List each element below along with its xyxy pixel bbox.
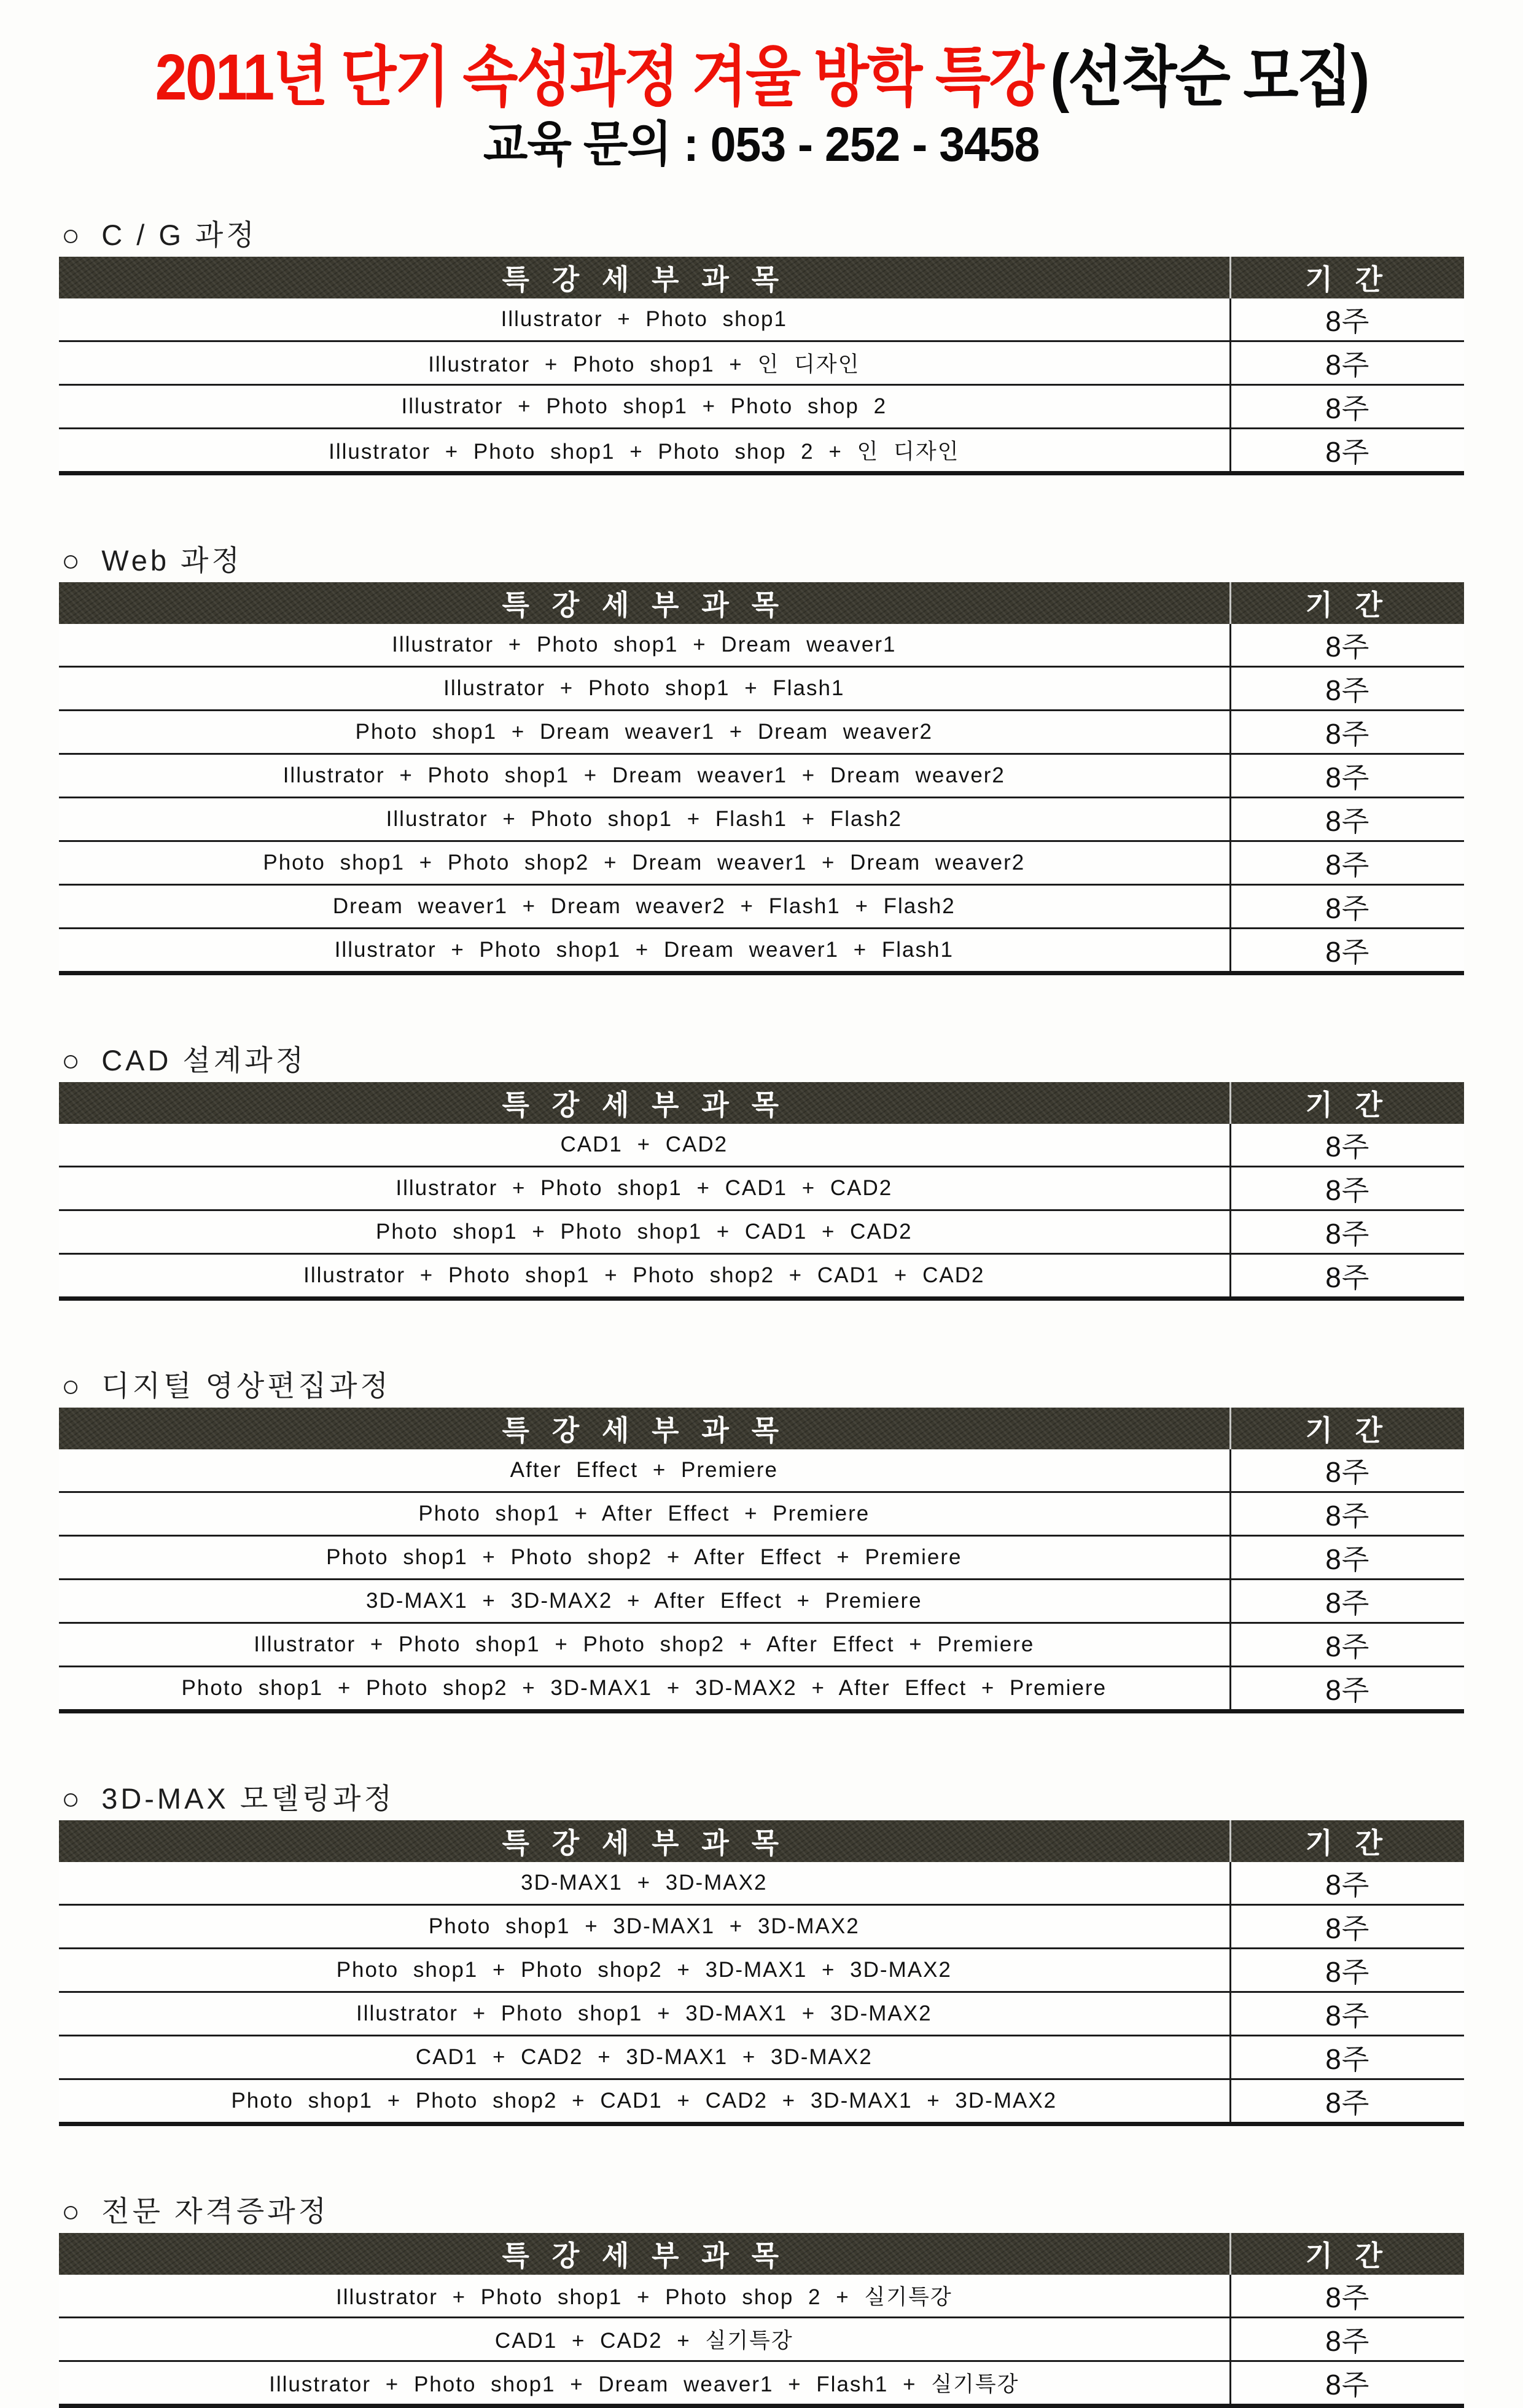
column-header-period: 기 간	[1230, 1408, 1464, 1449]
course-table	[59, 1820, 1464, 2126]
course-period: 8주	[1230, 1492, 1464, 1535]
course-period: 8주	[1230, 1904, 1464, 1948]
course-section	[59, 217, 1464, 475]
table-header-row	[59, 257, 1464, 298]
table-row	[59, 624, 1464, 667]
course-subject: Photo shop1 + 3D-MAX1 + 3D-MAX2	[59, 1904, 1230, 1948]
table-row	[59, 1862, 1464, 1905]
section-bullet-icon: ○	[61, 217, 84, 252]
page-title-note: (선착순 모집)	[1050, 41, 1368, 114]
table-header-row	[59, 2233, 1464, 2275]
course-subject: Illustrator + Photo shop1 + Photo shop2 + CAD1 + CAD2	[59, 1253, 1230, 1298]
course-period: 8주	[1230, 384, 1464, 428]
column-header-subject: 특 강 세 부 과 목	[59, 2233, 1230, 2275]
course-subject: Illustrator + Photo shop1 + Photo shop 2	[59, 384, 1230, 428]
course-subject: Illustrator + Photo shop1 + Flash1	[59, 666, 1230, 710]
course-period: 8주	[1230, 298, 1464, 341]
table-row	[59, 1166, 1464, 1210]
course-period: 8주	[1230, 841, 1464, 884]
course-subject: Illustrator + Photo shop1 + Flash1 + Flash2	[59, 797, 1230, 841]
table-header-row	[59, 582, 1464, 624]
contact-line	[0, 117, 1523, 171]
section-label	[61, 217, 1464, 252]
course-sections	[59, 217, 1464, 2408]
course-subject: Illustrator + Photo shop1 + CAD1 + CAD2	[59, 1166, 1230, 1210]
section-label	[61, 1783, 1464, 1814]
table-body	[59, 1124, 1464, 1299]
course-subject: CAD1 + CAD2 + 실기특강	[59, 2317, 1230, 2361]
table-row	[59, 710, 1464, 754]
course-period: 8주	[1230, 2361, 1464, 2406]
course-subject: After Effect + Premiere	[59, 1449, 1230, 1492]
course-subject: Illustrator + Photo shop1 + Dream weaver1	[59, 624, 1230, 667]
table-row	[59, 2035, 1464, 2079]
table-row	[59, 1535, 1464, 1579]
table-row	[59, 341, 1464, 384]
course-subject: Photo shop1 + After Effect + Premiere	[59, 1492, 1230, 1535]
column-header-subject: 특 강 세 부 과 목	[59, 1082, 1230, 1124]
course-subject: Illustrator + Photo shop1 + 3D-MAX1 + 3D-MAX2	[59, 1992, 1230, 2035]
table-row	[59, 2317, 1464, 2361]
section-bullet-icon: ○	[61, 1368, 84, 1403]
course-section	[59, 1045, 1464, 1301]
column-header-period: 기 간	[1230, 2233, 1464, 2275]
page-title	[155, 39, 1368, 116]
course-period: 8주	[1230, 2079, 1464, 2124]
table-row	[59, 2079, 1464, 2124]
course-subject: 3D-MAX1 + 3D-MAX2 + After Effect + Premiere	[59, 1579, 1230, 1623]
course-subject: Photo shop1 + Photo shop2 + CAD1 + CAD2 + 3D-MAX1 + 3D-MAX2	[59, 2079, 1230, 2124]
table-row	[59, 1492, 1464, 1535]
course-period: 8주	[1230, 2317, 1464, 2361]
course-period: 8주	[1230, 2275, 1464, 2318]
course-subject: Photo shop1 + Photo shop2 + After Effect + Premiere	[59, 1535, 1230, 1579]
course-subject: Illustrator + Photo shop1 + Dream weaver1 + Flash1	[59, 928, 1230, 973]
course-subject: Illustrator + Photo shop1 + Photo shop2 + After Effect + Premiere	[59, 1623, 1230, 1666]
course-period: 8주	[1230, 1579, 1464, 1623]
table-row	[59, 1253, 1464, 1298]
doc-header	[0, 0, 1523, 172]
table-row	[59, 884, 1464, 928]
course-period: 8주	[1230, 1449, 1464, 1492]
course-period: 8주	[1230, 341, 1464, 384]
course-period: 8주	[1230, 1992, 1464, 2035]
table-row	[59, 754, 1464, 797]
course-period: 8주	[1230, 1948, 1464, 1992]
section-bullet-icon: ○	[61, 1781, 84, 1816]
table-row	[59, 2275, 1464, 2318]
course-subject: Illustrator + Photo shop1 + Dream weaver1 + Dream weaver2	[59, 754, 1230, 797]
course-period: 8주	[1230, 2035, 1464, 2079]
section-bullet-icon: ○	[61, 2194, 84, 2229]
course-period: 8주	[1230, 1535, 1464, 1579]
course-period: 8주	[1230, 754, 1464, 797]
course-period: 8주	[1230, 1166, 1464, 1210]
course-subject: Photo shop1 + Dream weaver1 + Dream weaver2	[59, 710, 1230, 754]
course-period: 8주	[1230, 884, 1464, 928]
course-period: 8주	[1230, 666, 1464, 710]
column-header-subject: 특 강 세 부 과 목	[59, 1820, 1230, 1862]
course-subject: 3D-MAX1 + 3D-MAX2	[59, 1862, 1230, 1905]
course-table	[59, 1408, 1464, 1713]
course-period: 8주	[1230, 1862, 1464, 1905]
course-table	[59, 1082, 1464, 1301]
section-title: 3D-MAX 모델링과정	[101, 1782, 395, 1815]
table-row	[59, 797, 1464, 841]
course-period: 8주	[1230, 428, 1464, 473]
table-row	[59, 298, 1464, 341]
table-row	[59, 1579, 1464, 1623]
course-subject: Dream weaver1 + Dream weaver2 + Flash1 + Flash2	[59, 884, 1230, 928]
table-row	[59, 428, 1464, 473]
column-header-subject: 특 강 세 부 과 목	[59, 1408, 1230, 1449]
table-row	[59, 1992, 1464, 2035]
course-period: 8주	[1230, 1623, 1464, 1666]
column-header-subject: 특 강 세 부 과 목	[59, 257, 1230, 298]
course-subject: Illustrator + Photo shop1 + Photo shop 2 + 실기특강	[59, 2275, 1230, 2318]
section-label	[61, 1368, 1464, 1403]
section-label	[61, 545, 1464, 576]
page-title-main: 2011년 단기 속성과정 겨울 방학 특강	[155, 41, 1043, 114]
table-row	[59, 1124, 1464, 1167]
table-row	[59, 1948, 1464, 1992]
table-row	[59, 1666, 1464, 1711]
course-period: 8주	[1230, 710, 1464, 754]
course-subject: CAD1 + CAD2	[59, 1124, 1230, 1167]
course-section	[59, 2196, 1464, 2408]
course-subject: CAD1 + CAD2 + 3D-MAX1 + 3D-MAX2	[59, 2035, 1230, 2079]
course-table	[59, 582, 1464, 975]
table-row	[59, 1623, 1464, 1666]
column-header-period: 기 간	[1230, 1082, 1464, 1124]
course-section	[59, 545, 1464, 975]
section-bullet-icon: ○	[61, 543, 84, 578]
course-period: 8주	[1230, 1210, 1464, 1253]
column-header-subject: 특 강 세 부 과 목	[59, 582, 1230, 624]
contact-info: 교육 문의 : 053 - 252 - 3458	[483, 117, 1040, 172]
course-period: 8주	[1230, 624, 1464, 667]
section-title: 전문 자격증과정	[101, 2195, 330, 2228]
course-period: 8주	[1230, 1666, 1464, 1711]
course-subject: Photo shop1 + Photo shop2 + Dream weaver1 + Dream weaver2	[59, 841, 1230, 884]
section-title: C / G 과정	[101, 219, 257, 252]
course-subject: Photo shop1 + Photo shop1 + CAD1 + CAD2	[59, 1210, 1230, 1253]
course-subject: Illustrator + Photo shop1	[59, 298, 1230, 341]
course-table	[59, 257, 1464, 475]
course-period: 8주	[1230, 928, 1464, 973]
section-title: 디지털 영상편집과정	[101, 1370, 391, 1403]
table-row	[59, 2361, 1464, 2406]
course-period: 8주	[1230, 797, 1464, 841]
course-section	[59, 1368, 1464, 1713]
course-subject: Photo shop1 + Photo shop2 + 3D-MAX1 + 3D-MAX2 + After Effect + Premiere	[59, 1666, 1230, 1711]
column-header-period: 기 간	[1230, 582, 1464, 624]
table-body	[59, 298, 1464, 473]
table-row	[59, 841, 1464, 884]
table-body	[59, 624, 1464, 973]
table-header-row	[59, 1820, 1464, 1862]
course-subject: Illustrator + Photo shop1 + Photo shop 2 + 인 디자인	[59, 428, 1230, 473]
table-body	[59, 1449, 1464, 1712]
column-header-period: 기 간	[1230, 1820, 1464, 1862]
table-header-row	[59, 1082, 1464, 1124]
course-period: 8주	[1230, 1253, 1464, 1298]
course-table	[59, 2233, 1464, 2408]
table-row	[59, 1449, 1464, 1492]
section-label	[61, 1045, 1464, 1076]
table-row	[59, 666, 1464, 710]
course-section	[59, 1783, 1464, 2126]
course-subject: Illustrator + Photo shop1 + Dream weaver1 + Flash1 + 실기특강	[59, 2361, 1230, 2406]
course-subject: Illustrator + Photo shop1 + 인 디자인	[59, 341, 1230, 384]
course-subject: Photo shop1 + Photo shop2 + 3D-MAX1 + 3D-MAX2	[59, 1948, 1230, 1992]
table-row	[59, 1210, 1464, 1253]
section-title: Web 과정	[101, 544, 243, 577]
column-header-period: 기 간	[1230, 257, 1464, 298]
course-period: 8주	[1230, 1124, 1464, 1167]
table-row	[59, 1904, 1464, 1948]
table-row	[59, 928, 1464, 973]
table-body	[59, 2275, 1464, 2406]
table-header-row	[59, 1408, 1464, 1449]
table-body	[59, 1862, 1464, 2124]
table-row	[59, 384, 1464, 428]
section-label	[61, 2196, 1464, 2227]
section-bullet-icon: ○	[61, 1043, 84, 1078]
section-title: CAD 설계과정	[101, 1044, 307, 1077]
